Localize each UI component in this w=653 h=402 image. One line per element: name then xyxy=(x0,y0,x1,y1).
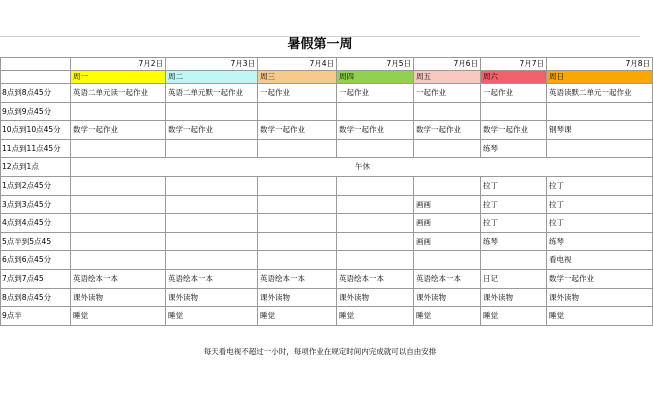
activity-cell[interactable] xyxy=(71,195,166,214)
activity-cell[interactable]: 画画 xyxy=(414,232,481,251)
activity-cell[interactable]: 英语二单元读一起作业 xyxy=(71,84,166,103)
activity-cell[interactable] xyxy=(166,176,258,195)
weekday-cell[interactable]: 周二 xyxy=(166,71,258,84)
date-cell[interactable]: 7月3日 xyxy=(166,58,258,71)
activity-cell[interactable] xyxy=(337,176,414,195)
activity-cell[interactable] xyxy=(71,102,166,121)
activity-cell[interactable]: 睡觉 xyxy=(71,307,166,326)
time-slot-cell[interactable]: 5点半到5点45 xyxy=(1,232,71,251)
activity-cell[interactable] xyxy=(258,214,337,233)
schedule-row xyxy=(1,288,653,307)
schedule-table xyxy=(0,57,653,326)
activity-cell[interactable]: 一起作业 xyxy=(481,84,547,103)
activity-cell[interactable]: 课外读物 xyxy=(414,288,481,307)
date-cell[interactable]: 7月7日 xyxy=(481,58,547,71)
activity-cell[interactable] xyxy=(258,251,337,270)
date-cell[interactable]: 7月2日 xyxy=(71,58,166,71)
date-cell[interactable]: 7月5日 xyxy=(337,58,414,71)
activity-cell[interactable]: 英语绘本一本 xyxy=(414,269,481,288)
weekday-cell[interactable]: 周五 xyxy=(414,71,481,84)
activity-cell[interactable] xyxy=(337,214,414,233)
activity-cell[interactable] xyxy=(414,139,481,158)
schedule-row xyxy=(1,176,653,195)
activity-cell[interactable]: 课外读物 xyxy=(337,288,414,307)
schedule-row xyxy=(1,195,653,214)
schedule-row xyxy=(1,269,653,288)
weekday-row xyxy=(1,71,653,84)
activity-cell[interactable]: 睡觉 xyxy=(414,307,481,326)
time-slot-cell[interactable]: 8点到8点45分 xyxy=(1,84,71,103)
corner-cell[interactable] xyxy=(1,58,71,71)
time-slot-cell[interactable]: 7点到7点45 xyxy=(1,269,71,288)
schedule-row xyxy=(1,158,653,177)
schedule-row xyxy=(1,232,653,251)
activity-cell[interactable] xyxy=(258,176,337,195)
time-slot-cell[interactable]: 6点到6点45分 xyxy=(1,251,71,270)
activity-cell[interactable]: 英语绘本一本 xyxy=(71,269,166,288)
activity-cell[interactable]: 课外读物 xyxy=(481,288,547,307)
activity-cell[interactable]: 拉丁 xyxy=(547,176,653,195)
schedule-row xyxy=(1,84,653,103)
activity-cell[interactable] xyxy=(258,139,337,158)
activity-cell[interactable]: 练琴 xyxy=(547,232,653,251)
activity-cell[interactable] xyxy=(166,195,258,214)
activity-cell[interactable]: 数学一起作业 xyxy=(337,121,414,140)
time-slot-cell[interactable]: 11点到11点45分 xyxy=(1,139,71,158)
activity-cell[interactable]: 英语二单元默一起作业 xyxy=(166,84,258,103)
activity-cell[interactable]: 数学一起作业 xyxy=(71,121,166,140)
activity-cell[interactable]: 拉丁 xyxy=(481,176,547,195)
activity-cell[interactable] xyxy=(166,139,258,158)
activity-cell[interactable]: 睡觉 xyxy=(166,307,258,326)
page-title: 暑假第一周 xyxy=(287,37,353,52)
activity-cell[interactable]: 睡觉 xyxy=(258,307,337,326)
activity-cell[interactable] xyxy=(414,176,481,195)
date-cell[interactable]: 7月4日 xyxy=(258,58,337,71)
activity-cell[interactable] xyxy=(258,102,337,121)
activity-cell[interactable]: 英语绘本一本 xyxy=(337,269,414,288)
activity-cell[interactable]: 英语绘本一本 xyxy=(166,269,258,288)
time-slot-cell[interactable]: 1点到2点45分 xyxy=(1,176,71,195)
activity-cell[interactable]: 画画 xyxy=(414,214,481,233)
activity-cell[interactable] xyxy=(166,102,258,121)
activity-cell[interactable]: 课外读物 xyxy=(547,288,653,307)
activity-cell[interactable] xyxy=(547,139,653,158)
time-slot-cell[interactable]: 9点到9点45分 xyxy=(1,102,71,121)
weekday-cell[interactable]: 周三 xyxy=(258,71,337,84)
activity-cell[interactable] xyxy=(166,214,258,233)
activity-cell[interactable]: 画画 xyxy=(414,195,481,214)
activity-cell[interactable] xyxy=(258,195,337,214)
schedule-row xyxy=(1,251,653,270)
time-slot-cell[interactable]: 12点到1点 xyxy=(1,158,71,177)
activity-cell[interactable] xyxy=(337,195,414,214)
activity-cell[interactable] xyxy=(166,251,258,270)
footnote: 每天看电视不超过一小时，每项作业在规定时间内完成就可以自由安排 xyxy=(203,347,437,356)
activity-cell[interactable]: 数学一起作业 xyxy=(258,121,337,140)
activity-cell[interactable] xyxy=(166,232,258,251)
date-row xyxy=(1,58,653,71)
activity-cell[interactable] xyxy=(547,102,653,121)
time-slot-cell[interactable]: 10点到10点45分 xyxy=(1,121,71,140)
activity-cell[interactable]: 拉丁 xyxy=(481,195,547,214)
weekday-cell[interactable]: 周六 xyxy=(481,71,547,84)
activity-cell[interactable]: 课外读物 xyxy=(166,288,258,307)
activity-cell[interactable]: 日记 xyxy=(481,269,547,288)
schedule-row xyxy=(1,139,653,158)
activity-cell[interactable]: 英语读默二单元一起作业 xyxy=(547,84,653,103)
activity-cell[interactable] xyxy=(71,176,166,195)
activity-cell[interactable]: 拉丁 xyxy=(547,195,653,214)
corner-cell[interactable] xyxy=(1,71,71,84)
activity-cell[interactable]: 睡觉 xyxy=(547,307,653,326)
activity-cell[interactable]: 课外读物 xyxy=(258,288,337,307)
activity-cell[interactable] xyxy=(337,251,414,270)
activity-cell[interactable]: 课外读物 xyxy=(71,288,166,307)
activity-cell[interactable] xyxy=(414,102,481,121)
activity-cell[interactable]: 数学一起作业 xyxy=(166,121,258,140)
time-slot-cell[interactable]: 3点到3点45分 xyxy=(1,195,71,214)
activity-cell[interactable] xyxy=(258,232,337,251)
activity-cell[interactable]: 睡觉 xyxy=(337,307,414,326)
schedule-row xyxy=(1,214,653,233)
activity-cell[interactable]: 钢琴课 xyxy=(547,121,653,140)
schedule-row xyxy=(1,307,653,326)
lunch-break-cell[interactable]: 午休 xyxy=(71,158,653,177)
time-slot-cell[interactable]: 4点到4点45分 xyxy=(1,214,71,233)
activity-cell[interactable]: 数学一起作业 xyxy=(481,121,547,140)
activity-cell[interactable]: 一起作业 xyxy=(337,84,414,103)
activity-cell[interactable] xyxy=(71,139,166,158)
activity-cell[interactable] xyxy=(71,214,166,233)
schedule-row xyxy=(1,121,653,140)
weekday-cell[interactable]: 周四 xyxy=(337,71,414,84)
activity-cell[interactable]: 一起作业 xyxy=(414,84,481,103)
time-slot-cell[interactable]: 8点到8点45分 xyxy=(1,288,71,307)
activity-cell[interactable]: 数学一起作业 xyxy=(414,121,481,140)
activity-cell[interactable] xyxy=(337,232,414,251)
weekday-cell[interactable]: 周一 xyxy=(71,71,166,84)
activity-cell[interactable]: 拉丁 xyxy=(547,214,653,233)
activity-cell[interactable]: 英语绘本一本 xyxy=(258,269,337,288)
activity-cell[interactable]: 拉丁 xyxy=(481,214,547,233)
activity-cell[interactable]: 练琴 xyxy=(481,232,547,251)
date-cell[interactable]: 7月8日 xyxy=(547,58,653,71)
activity-cell[interactable] xyxy=(71,232,166,251)
activity-cell[interactable] xyxy=(481,102,547,121)
activity-cell[interactable] xyxy=(414,251,481,270)
weekday-cell[interactable]: 周日 xyxy=(547,71,653,84)
schedule-row xyxy=(1,102,653,121)
date-cell[interactable]: 7月6日 xyxy=(414,58,481,71)
time-slot-cell[interactable]: 9点半 xyxy=(1,307,71,326)
activity-cell[interactable]: 数学一起作业 xyxy=(547,269,653,288)
activity-cell[interactable]: 睡觉 xyxy=(481,307,547,326)
activity-cell[interactable] xyxy=(481,251,547,270)
activity-cell[interactable] xyxy=(337,102,414,121)
activity-cell[interactable]: 一起作业 xyxy=(258,84,337,103)
activity-cell[interactable] xyxy=(71,251,166,270)
activity-cell[interactable]: 练琴 xyxy=(481,139,547,158)
activity-cell[interactable] xyxy=(337,139,414,158)
activity-cell[interactable]: 看电视 xyxy=(547,251,653,270)
